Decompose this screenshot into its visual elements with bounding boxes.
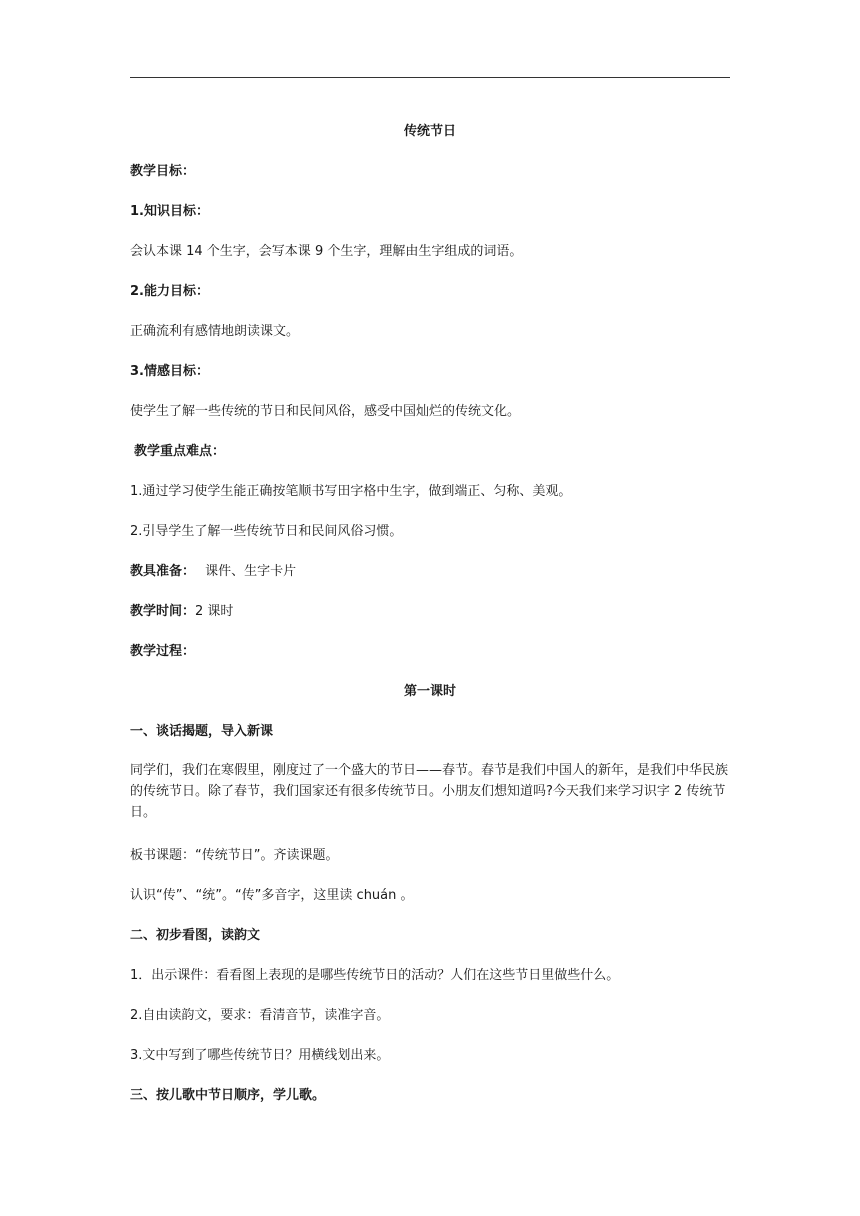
knowledge-heading: 1.知识目标： — [130, 204, 209, 219]
knowledge-text: 会认本课 14 个生字，会写本课 9 个生字，理解由生字组成的词语。 — [130, 244, 523, 259]
time-line — [130, 602, 730, 622]
keypoint-item-1: 1.通过学习使学生能正确按笔顺书写田字格中生字，做到端正、匀称、美观。 — [130, 484, 572, 499]
section-2-item-2: 2.自由读韵文，要求：看清音节，读准字音。 — [130, 1008, 390, 1023]
time-value: 2 课时 — [195, 604, 234, 619]
document-title: 传统节日 — [403, 124, 456, 139]
emotion-heading: 3.情感目标： — [130, 364, 209, 379]
materials-label: 教具准备： — [130, 564, 196, 579]
section-2-item-1: 1．出示课件：看看图上表现的是哪些传统节日的活动？人们在这些节日里做些什么。 — [130, 968, 620, 983]
ability-heading: 2.能力目标： — [130, 284, 209, 299]
process-heading: 教学过程： — [130, 644, 196, 659]
objectives-heading: 教学目标： — [130, 164, 196, 179]
section-2-item-3: 3.文中写到了哪些传统节日？用横线划出来。 — [130, 1048, 390, 1063]
section-1-paragraph: 同学们，我们在寒假里，刚度过了一个盛大的节日——春节。春节是我们中国人的新年，是我们中华民族的传统节日。除了春节，我们国家还有很多传统节日。小朋友们想知道吗?今天我们来学习识字 2 传统节日。 — [130, 763, 729, 820]
materials-line — [130, 562, 730, 582]
keypoints-heading: 教学重点难点： — [134, 444, 226, 459]
materials-value: 课件、生字卡片 — [205, 564, 297, 579]
ability-text: 正确流利有感情地朗读课文。 — [130, 324, 300, 339]
time-label: 教学时间： — [130, 604, 196, 619]
lesson-title: 第一课时 — [403, 684, 456, 699]
section-1-heading: 一、谈话揭题，导入新课 — [130, 724, 274, 739]
board-title-text: 板书课题：“传统节日”。齐读课题。 — [130, 848, 339, 863]
header-rule — [130, 77, 730, 78]
section-3-heading: 三、按儿歌中节日顺序，学儿歌。 — [130, 1088, 326, 1103]
recognize-text: 认识“传”、“统”。“传”多音字，这里读 chuán 。 — [130, 888, 414, 903]
emotion-text: 使学生了解一些传统的节日和民间风俗，感受中国灿烂的传统文化。 — [130, 404, 521, 419]
section-2-heading: 二、初步看图，读韵文 — [130, 928, 261, 943]
keypoint-item-2: 2.引导学生了解一些传统节日和民间风俗习惯。 — [130, 524, 403, 539]
